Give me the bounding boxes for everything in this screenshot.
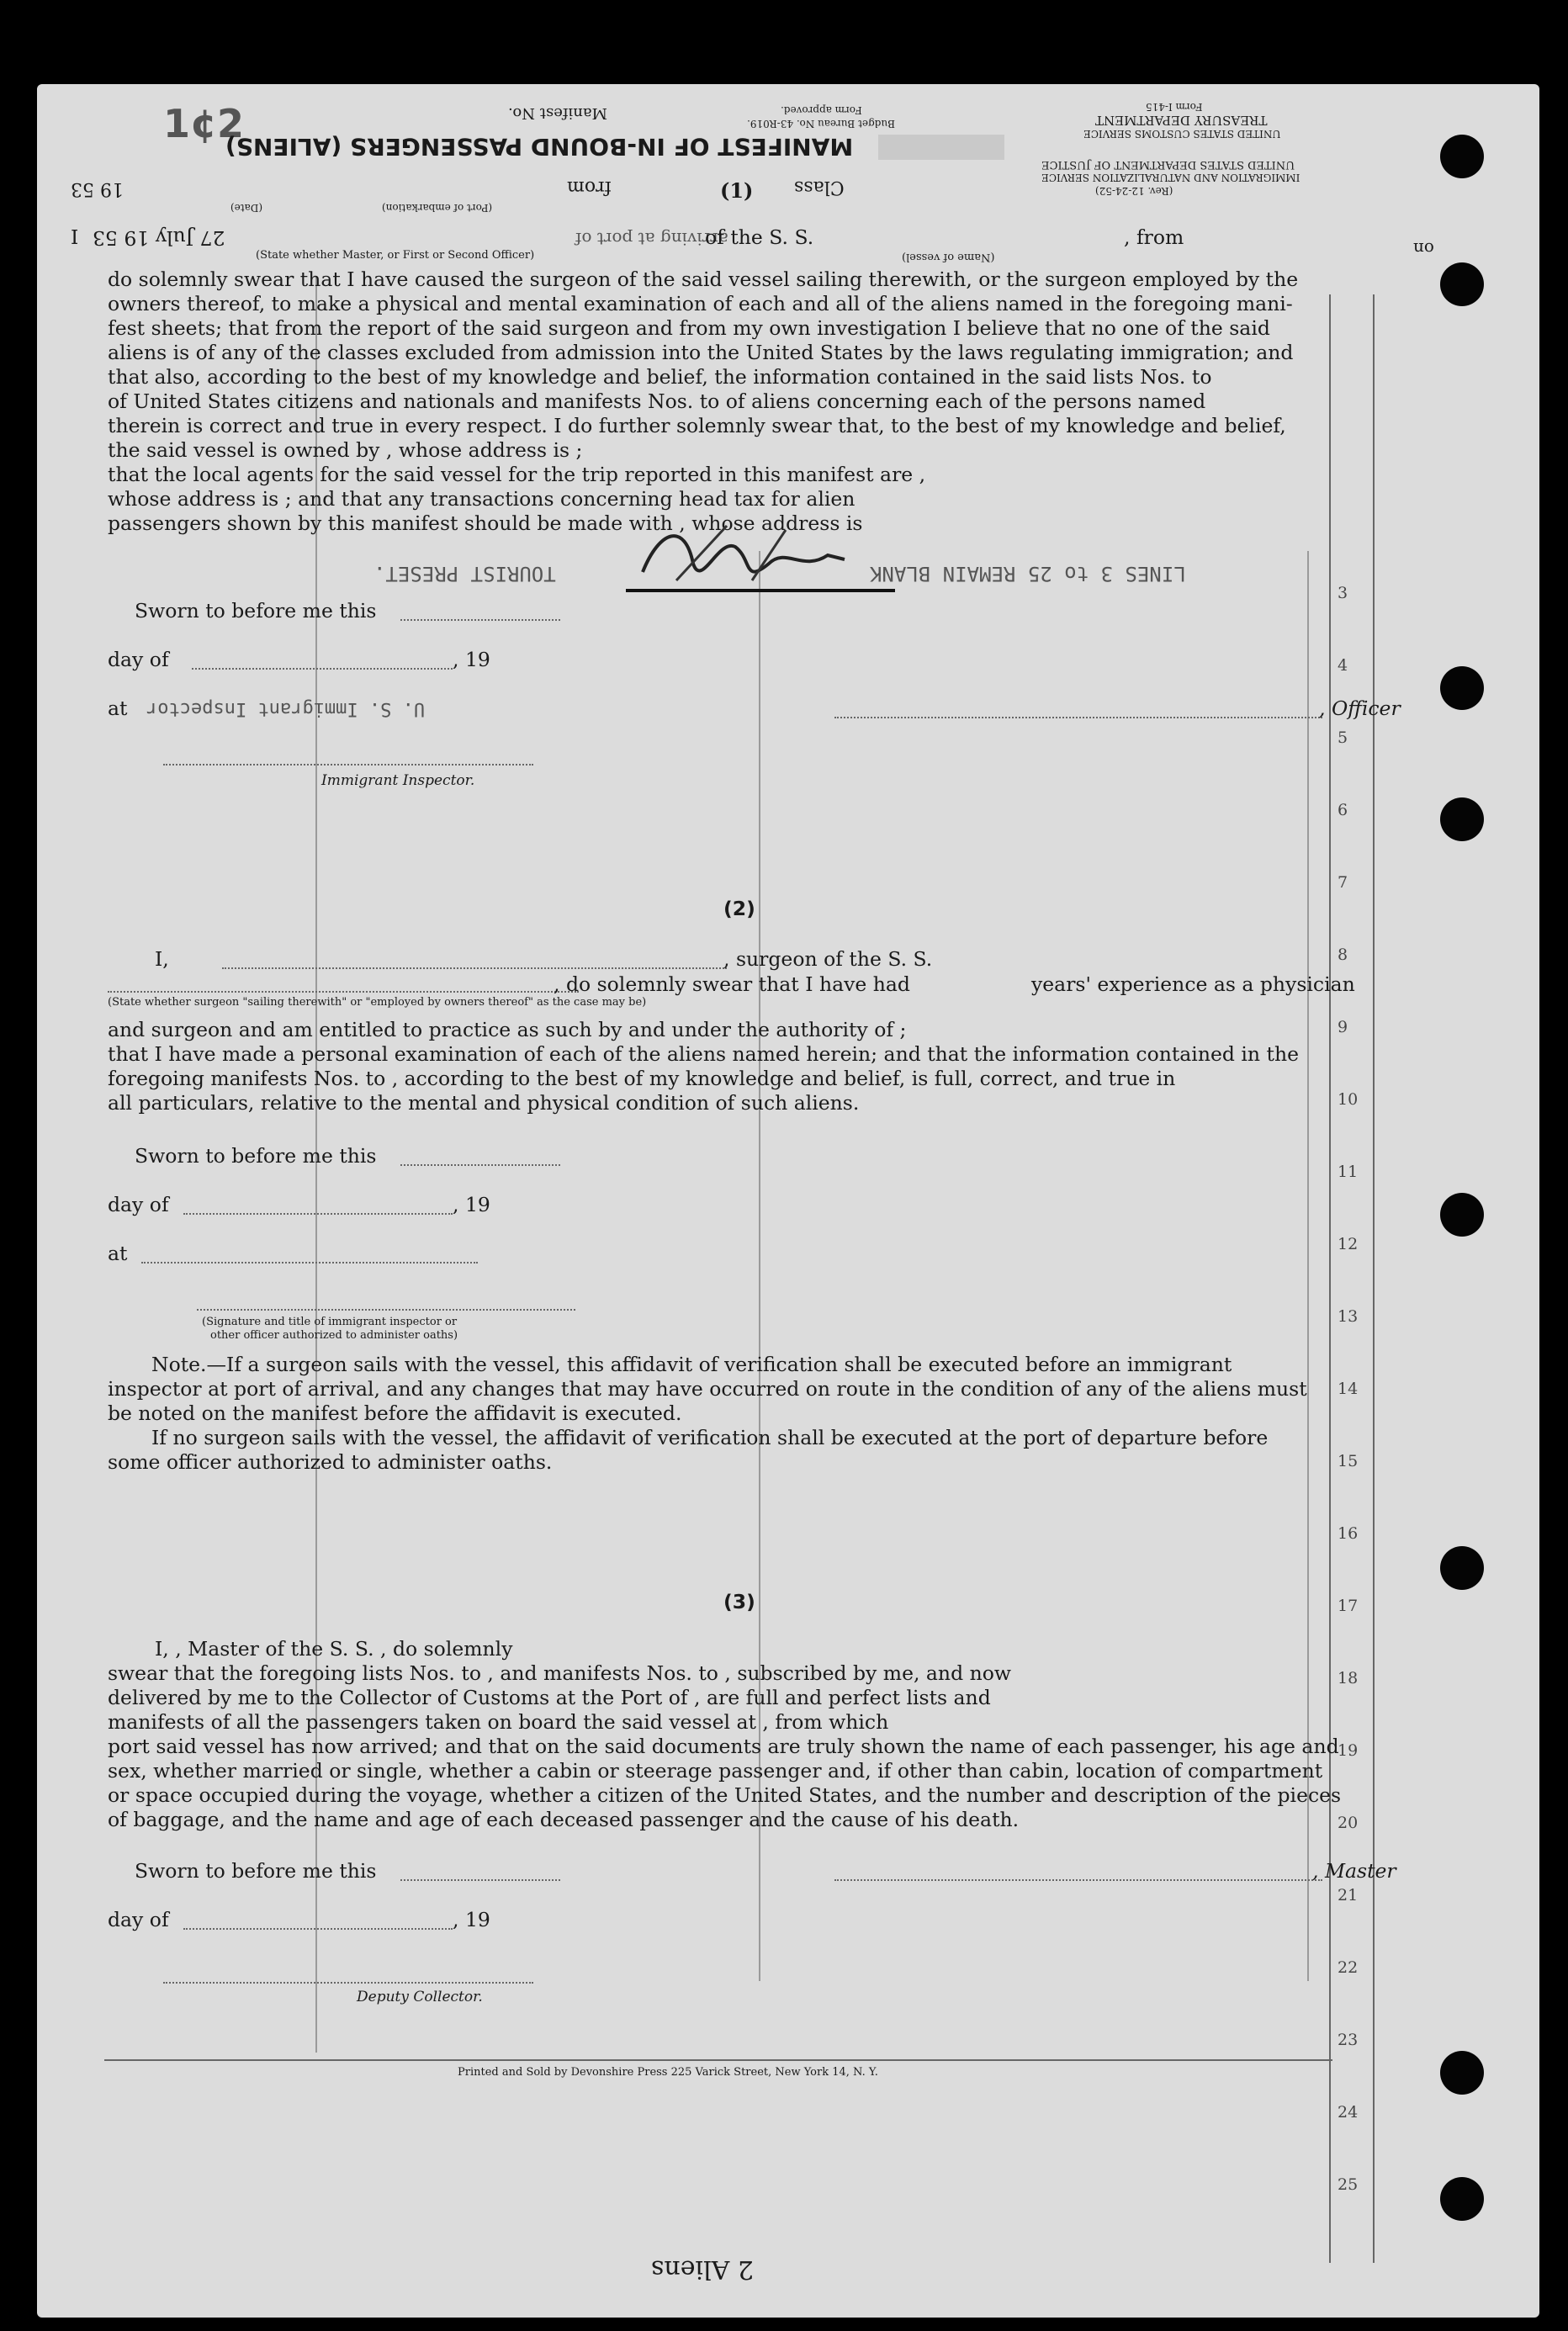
fill-line [141, 1262, 478, 1264]
note-line: Note.—If a surgeon sails with the vessel, this affidavit of verification shall be executed before an immigrant [151, 1353, 1232, 1376]
paragraph-line: sex, whether married or single, whether a cabin or steerage passenger and, if other than cabin, location of compartment [108, 1759, 1323, 1783]
vessel-caption: (Name of vessel) [902, 251, 995, 263]
ins-service: IMMIGRATION AND NATURALIZATION SERVICE [1041, 172, 1300, 183]
line-number: 3 [1338, 584, 1348, 602]
fill-line [197, 1309, 575, 1311]
line-number: 9 [1338, 1018, 1348, 1036]
years-experience: years' experience as a physician [1031, 972, 1355, 996]
officer-label: , Officer [1319, 697, 1401, 720]
grid-line [1373, 294, 1375, 2263]
line-number: 23 [1338, 2031, 1359, 2049]
deputy-collector-caption: Deputy Collector. [357, 1989, 483, 2005]
handwritten-number: 1¢2 [163, 101, 245, 146]
form-approved: Form approved. [781, 104, 862, 116]
fill-line [222, 967, 727, 969]
day-of-label: day of [108, 1193, 169, 1216]
signature-caption: (Signature and title of immigrant inspector or [202, 1316, 458, 1328]
line-number: 19 [1338, 1741, 1359, 1760]
paragraph-line: whose address is ; and that any transactions concerning head tax for alien [108, 487, 856, 511]
department-of-justice: UNITED STATES DEPARTMENT OF JUSTICE [1041, 158, 1295, 171]
year-label: 19 53 [71, 178, 124, 199]
grid-line [1329, 294, 1331, 2263]
line-number: 7 [1338, 873, 1348, 892]
fill-line [183, 1213, 453, 1215]
punch-hole [1440, 2177, 1484, 2221]
section-1-paragraph [108, 268, 1298, 536]
paragraph-line: all particulars, relative to the mental and physical condition of such aliens. [108, 1091, 860, 1115]
line-number: 20 [1338, 1814, 1359, 1832]
paragraph-line: passengers shown by this manifest should be made with , whose address is [108, 511, 863, 535]
day-of-label: day of [108, 1908, 169, 1931]
aliens-count: 2 Aliens [651, 2254, 754, 2284]
master-caption: (State whether Master, or First or Second Officer) [256, 249, 535, 262]
paragraph-line: and surgeon and am entitled to practice as such by and under the authority of ; [108, 1018, 907, 1041]
punch-hole [1440, 1193, 1484, 1237]
fill-line [834, 717, 1322, 718]
from-label: from [567, 177, 612, 198]
sworn-label: Sworn to before me this [135, 599, 377, 622]
section-2-paragraph [108, 1018, 1299, 1115]
date-caption: (Date) [230, 202, 263, 214]
line-number: 17 [1338, 1597, 1359, 1615]
line-number: 12 [1338, 1235, 1359, 1253]
paragraph-line: of baggage, and the name and age of each deceased passenger and the cause of his death. [108, 1808, 1020, 1831]
form-revision: (Rev. 12-24-52) [1095, 185, 1173, 197]
punch-hole [1440, 135, 1484, 178]
punch-hole [1440, 666, 1484, 710]
section-1-number: (1) [720, 178, 754, 203]
on-label: on [1413, 239, 1434, 259]
line-number: 24 [1338, 2103, 1359, 2122]
line-number: 14 [1338, 1380, 1359, 1398]
line-number: 16 [1338, 1524, 1359, 1543]
paragraph-line: I, , Master of the S. S. , do solemnly [155, 1637, 513, 1661]
at-label: at [108, 1242, 128, 1265]
year-19-label: , 19 [453, 648, 490, 671]
fill-line [400, 1879, 560, 1881]
paragraph-line: manifests of all the passengers taken on board the said vessel at , from which [108, 1710, 889, 1734]
fill-line [192, 668, 453, 670]
sworn-label: Sworn to before me this [135, 1859, 377, 1883]
stamp-smudge [878, 135, 1004, 160]
paragraph-line: fest sheets; that from the report of the said surgeon and from my own investigation I believe that no one of the said [108, 316, 1270, 340]
paragraph-line: of United States citizens and nationals and manifests Nos. to of aliens concerning each of the persons named [108, 389, 1206, 413]
customs-service: UNITED STATES CUSTOMS SERVICE [1083, 128, 1281, 140]
paragraph-line: that the local agents for the said vessel for the trip reported in this manifest are , [108, 463, 926, 486]
us-immigrant-inspector-stamp: U. S. Immigrant Inspector [146, 698, 426, 719]
paragraph-line: therein is correct and true in every respect. I do further solemnly swear that, to the best of my knowledge and belief, [108, 414, 1286, 437]
typed-date: 27 July 19 53 [93, 226, 225, 250]
port-caption: (Port of embarkation) [382, 202, 493, 214]
day-of-label: day of [108, 648, 169, 671]
sworn-label: Sworn to before me this [135, 1144, 377, 1168]
paragraph-line: the said vessel is owned by , whose address is ; [108, 438, 583, 462]
do-solemnly-swear: , do solemnly swear that I have had [554, 972, 910, 996]
note-line: inspector at port of arrival, and any changes that may have occurred on route in the condition of any of the aliens must [108, 1377, 1307, 1401]
punch-hole [1440, 1546, 1484, 1590]
note-line: If no surgeon sails with the vessel, the affidavit of verification shall be executed at the port of departure before [151, 1426, 1269, 1449]
fill-line [183, 1928, 453, 1930]
paragraph-line: aliens is of any of the classes excluded from admission into the United States by the laws regulating immigration; and [108, 341, 1294, 364]
section-2-i: I, [155, 947, 169, 971]
fill-line [400, 619, 560, 621]
arriving-at-port: arriving at port of [575, 229, 728, 249]
year-19-label: , 19 [453, 1908, 490, 1931]
section-3-paragraph [108, 1637, 1341, 1832]
from-port: , from [1124, 225, 1184, 249]
surgeon-of-ss: , surgeon of the S. S. [723, 947, 933, 971]
paragraph-line: that also, according to the best of my knowledge and belief, the information contained in the said lists Nos. to [108, 365, 1212, 389]
line-number: 15 [1338, 1452, 1359, 1470]
paragraph-line: owners thereof, to make a physical and mental examination of each and all of the aliens named in the foregoing mani- [108, 292, 1293, 315]
document-title: MANIFEST OF IN-BOUND PASSENGERS (ALIENS) [225, 133, 854, 161]
paragraph-line: or space occupied during the voyage, whether a citizen of the United States, and the number and description of the pieces [108, 1783, 1342, 1807]
of-the-ss: of the S. S. [705, 225, 814, 249]
manifest-page [37, 84, 1539, 2318]
punch-hole [1440, 797, 1484, 841]
line-number: 22 [1338, 1958, 1359, 1977]
at-label: at [108, 697, 128, 720]
paragraph-line: that I have made a personal examination of each of the aliens named herein; and that the information contained in the [108, 1042, 1299, 1066]
paragraph-line: foregoing manifests Nos. to , according to the best of my knowledge and belief, is full, correct, and true in [108, 1067, 1176, 1090]
note-paragraph [108, 1353, 1307, 1475]
paragraph-line: swear that the foregoing lists Nos. to , and manifests Nos. to , subscribed by me, and now [108, 1661, 1011, 1685]
year-19-label: , 19 [453, 1193, 490, 1216]
form-number: Form I-415 [1146, 101, 1203, 113]
line-number: 8 [1338, 946, 1348, 964]
master-label: , Master [1312, 1859, 1396, 1883]
class-label: Class [794, 177, 845, 198]
treasury-department: TREASURY DEPARTMENT [1095, 113, 1268, 128]
note-line: some officer authorized to administer oaths. [108, 1450, 553, 1474]
budget-bureau: Budget Bureau No. 43-R019. [747, 118, 895, 130]
fill-line [108, 991, 579, 993]
paragraph-line: delivered by me to the Collector of Customs at the Port of , are full and perfect lists and [108, 1686, 991, 1709]
line-number: 25 [1338, 2175, 1359, 2194]
line-number: 11 [1338, 1163, 1359, 1181]
line-number: 13 [1338, 1307, 1359, 1326]
section-3-number: (3) [723, 1590, 755, 1613]
printer-credit: Printed and Sold by Devonshire Press 225 Varick Street, New York 14, N. Y. [458, 2066, 878, 2079]
surgeon-caption: (State whether surgeon "sailing therewith" or "employed by owners thereof" as the case may be) [108, 996, 647, 1009]
section-1-i: I [71, 225, 79, 249]
line-number: 6 [1338, 801, 1348, 819]
signature-caption: other officer authorized to administer oaths) [210, 1329, 458, 1342]
fill-line [163, 1982, 533, 1984]
line-number: 18 [1338, 1669, 1359, 1687]
fill-line [163, 764, 533, 766]
paragraph-line: do solemnly swear that I have caused the surgeon of the said vessel sailing therewith, or the surgeon employed by the [108, 268, 1299, 291]
punch-hole [1440, 262, 1484, 306]
fill-line [400, 1164, 560, 1166]
signature-scribble [626, 513, 895, 597]
line-number: 10 [1338, 1090, 1359, 1109]
fill-line [834, 1879, 1322, 1881]
line-number: 5 [1338, 728, 1348, 747]
grid-line [104, 2059, 1332, 2061]
paragraph-line: port said vessel has now arrived; and that on the said documents are truly shown the name of each passenger, his age and [108, 1735, 1339, 1758]
line-number: 21 [1338, 1886, 1359, 1905]
section-2-number: (2) [723, 897, 755, 920]
manifest-no-label: Manifest No. [508, 104, 608, 122]
immigrant-inspector-caption: Immigrant Inspector. [321, 772, 475, 789]
note-line: be noted on the manifest before the affidavit is executed. [108, 1401, 682, 1425]
lines-remain-blank-stamp: LINES 3 to 25 REMAIN BLANK [870, 562, 1186, 585]
tourist-preset-stamp: TOURIST PRESET. [373, 562, 556, 585]
punch-hole [1440, 2051, 1484, 2095]
line-number: 4 [1338, 656, 1348, 675]
